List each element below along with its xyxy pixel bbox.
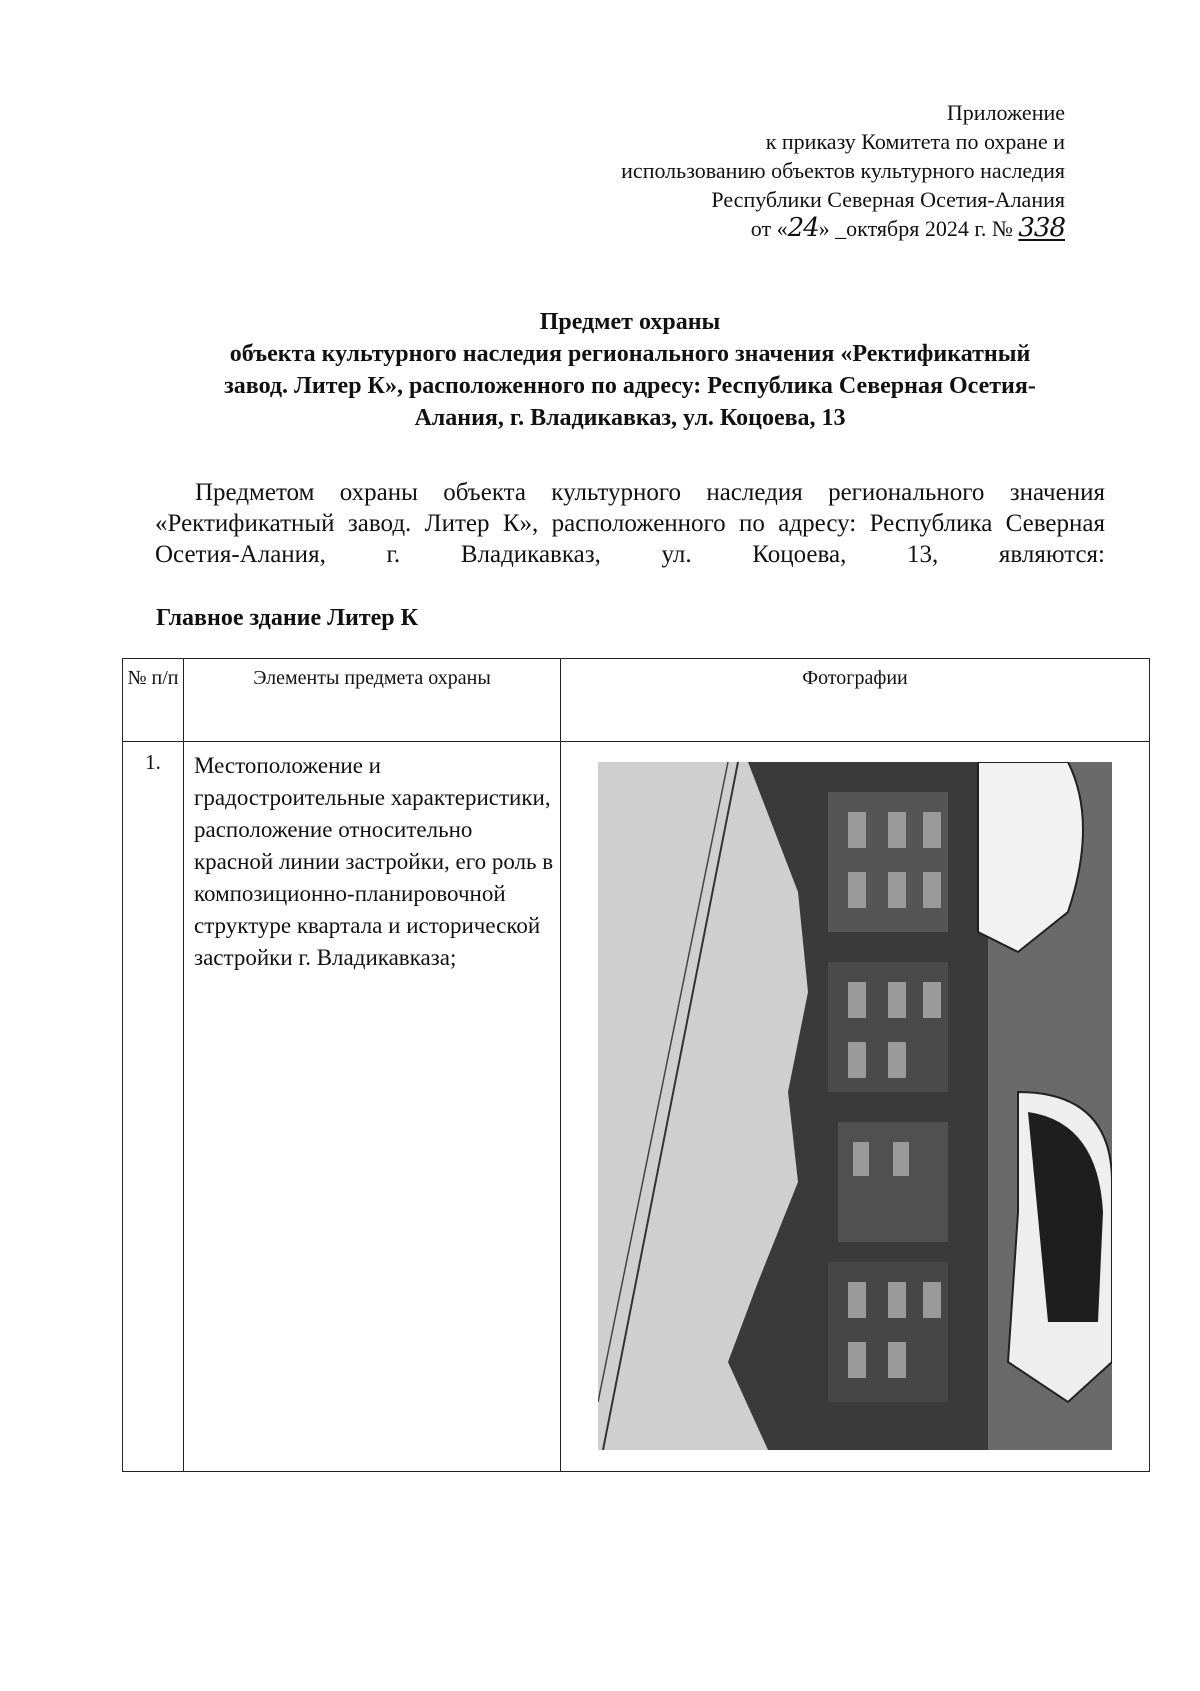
- protection-table: [122, 658, 1150, 1472]
- table-header-row: [123, 659, 1150, 742]
- order-number-handwritten: 338: [1018, 213, 1065, 243]
- row-photo-cell: [561, 742, 1150, 1472]
- intro-paragraph: Предметом охраны объекта культурного наследия регионального значения «Ректификатный завод. Литер К», расположенного по адресу: Республика Северная Осетия-Алания, г. Владикавказ, ул. Коцоева, 13, являются:: [155, 479, 1105, 568]
- appendix-committee: использованию объектов культурного наследия: [621, 158, 1065, 183]
- appendix-republic: Республики Северная Осетия-Алания: [711, 187, 1065, 212]
- date-month-year: » _октября 2024 г. №: [818, 216, 1019, 241]
- title-line-2: объекта культурного наследия регионального значения «Ректификатный: [229, 341, 1031, 367]
- appendix-header: [621, 98, 1065, 243]
- title-line-3: завод. Литер К», расположенного по адресу: Республика Северная Осетия-: [224, 373, 1036, 399]
- header-num: № п/п: [123, 659, 184, 742]
- title-line-1: Предмет охраны: [539, 309, 721, 335]
- appendix-date-line: [621, 214, 1065, 243]
- appendix-order-ref: к приказу Комитета по охране и: [765, 129, 1065, 154]
- table-row: [123, 742, 1150, 1472]
- date-day-handwritten: 24: [787, 213, 819, 243]
- header-elements: Элементы предмета охраны: [184, 659, 561, 742]
- row-element: Местоположение и градостроительные характеристики, расположение относительно красной линии застройки, его роль в композиционно-планировочной структуре квартала и исторической застройки г. Владикавказа;: [184, 742, 561, 1472]
- date-prefix: от «: [750, 216, 788, 241]
- header-photos: Фотографии: [561, 659, 1150, 742]
- building-photo: [598, 762, 1112, 1450]
- appendix-label: Приложение: [946, 100, 1065, 125]
- document-title: [150, 306, 1110, 434]
- section-heading: Главное здание Литер К: [156, 605, 419, 631]
- building-photo-drawing: [598, 762, 1112, 1450]
- row-num: 1.: [123, 742, 184, 1472]
- title-line-4: Алания, г. Владикавказ, ул. Коцоева, 13: [414, 405, 846, 431]
